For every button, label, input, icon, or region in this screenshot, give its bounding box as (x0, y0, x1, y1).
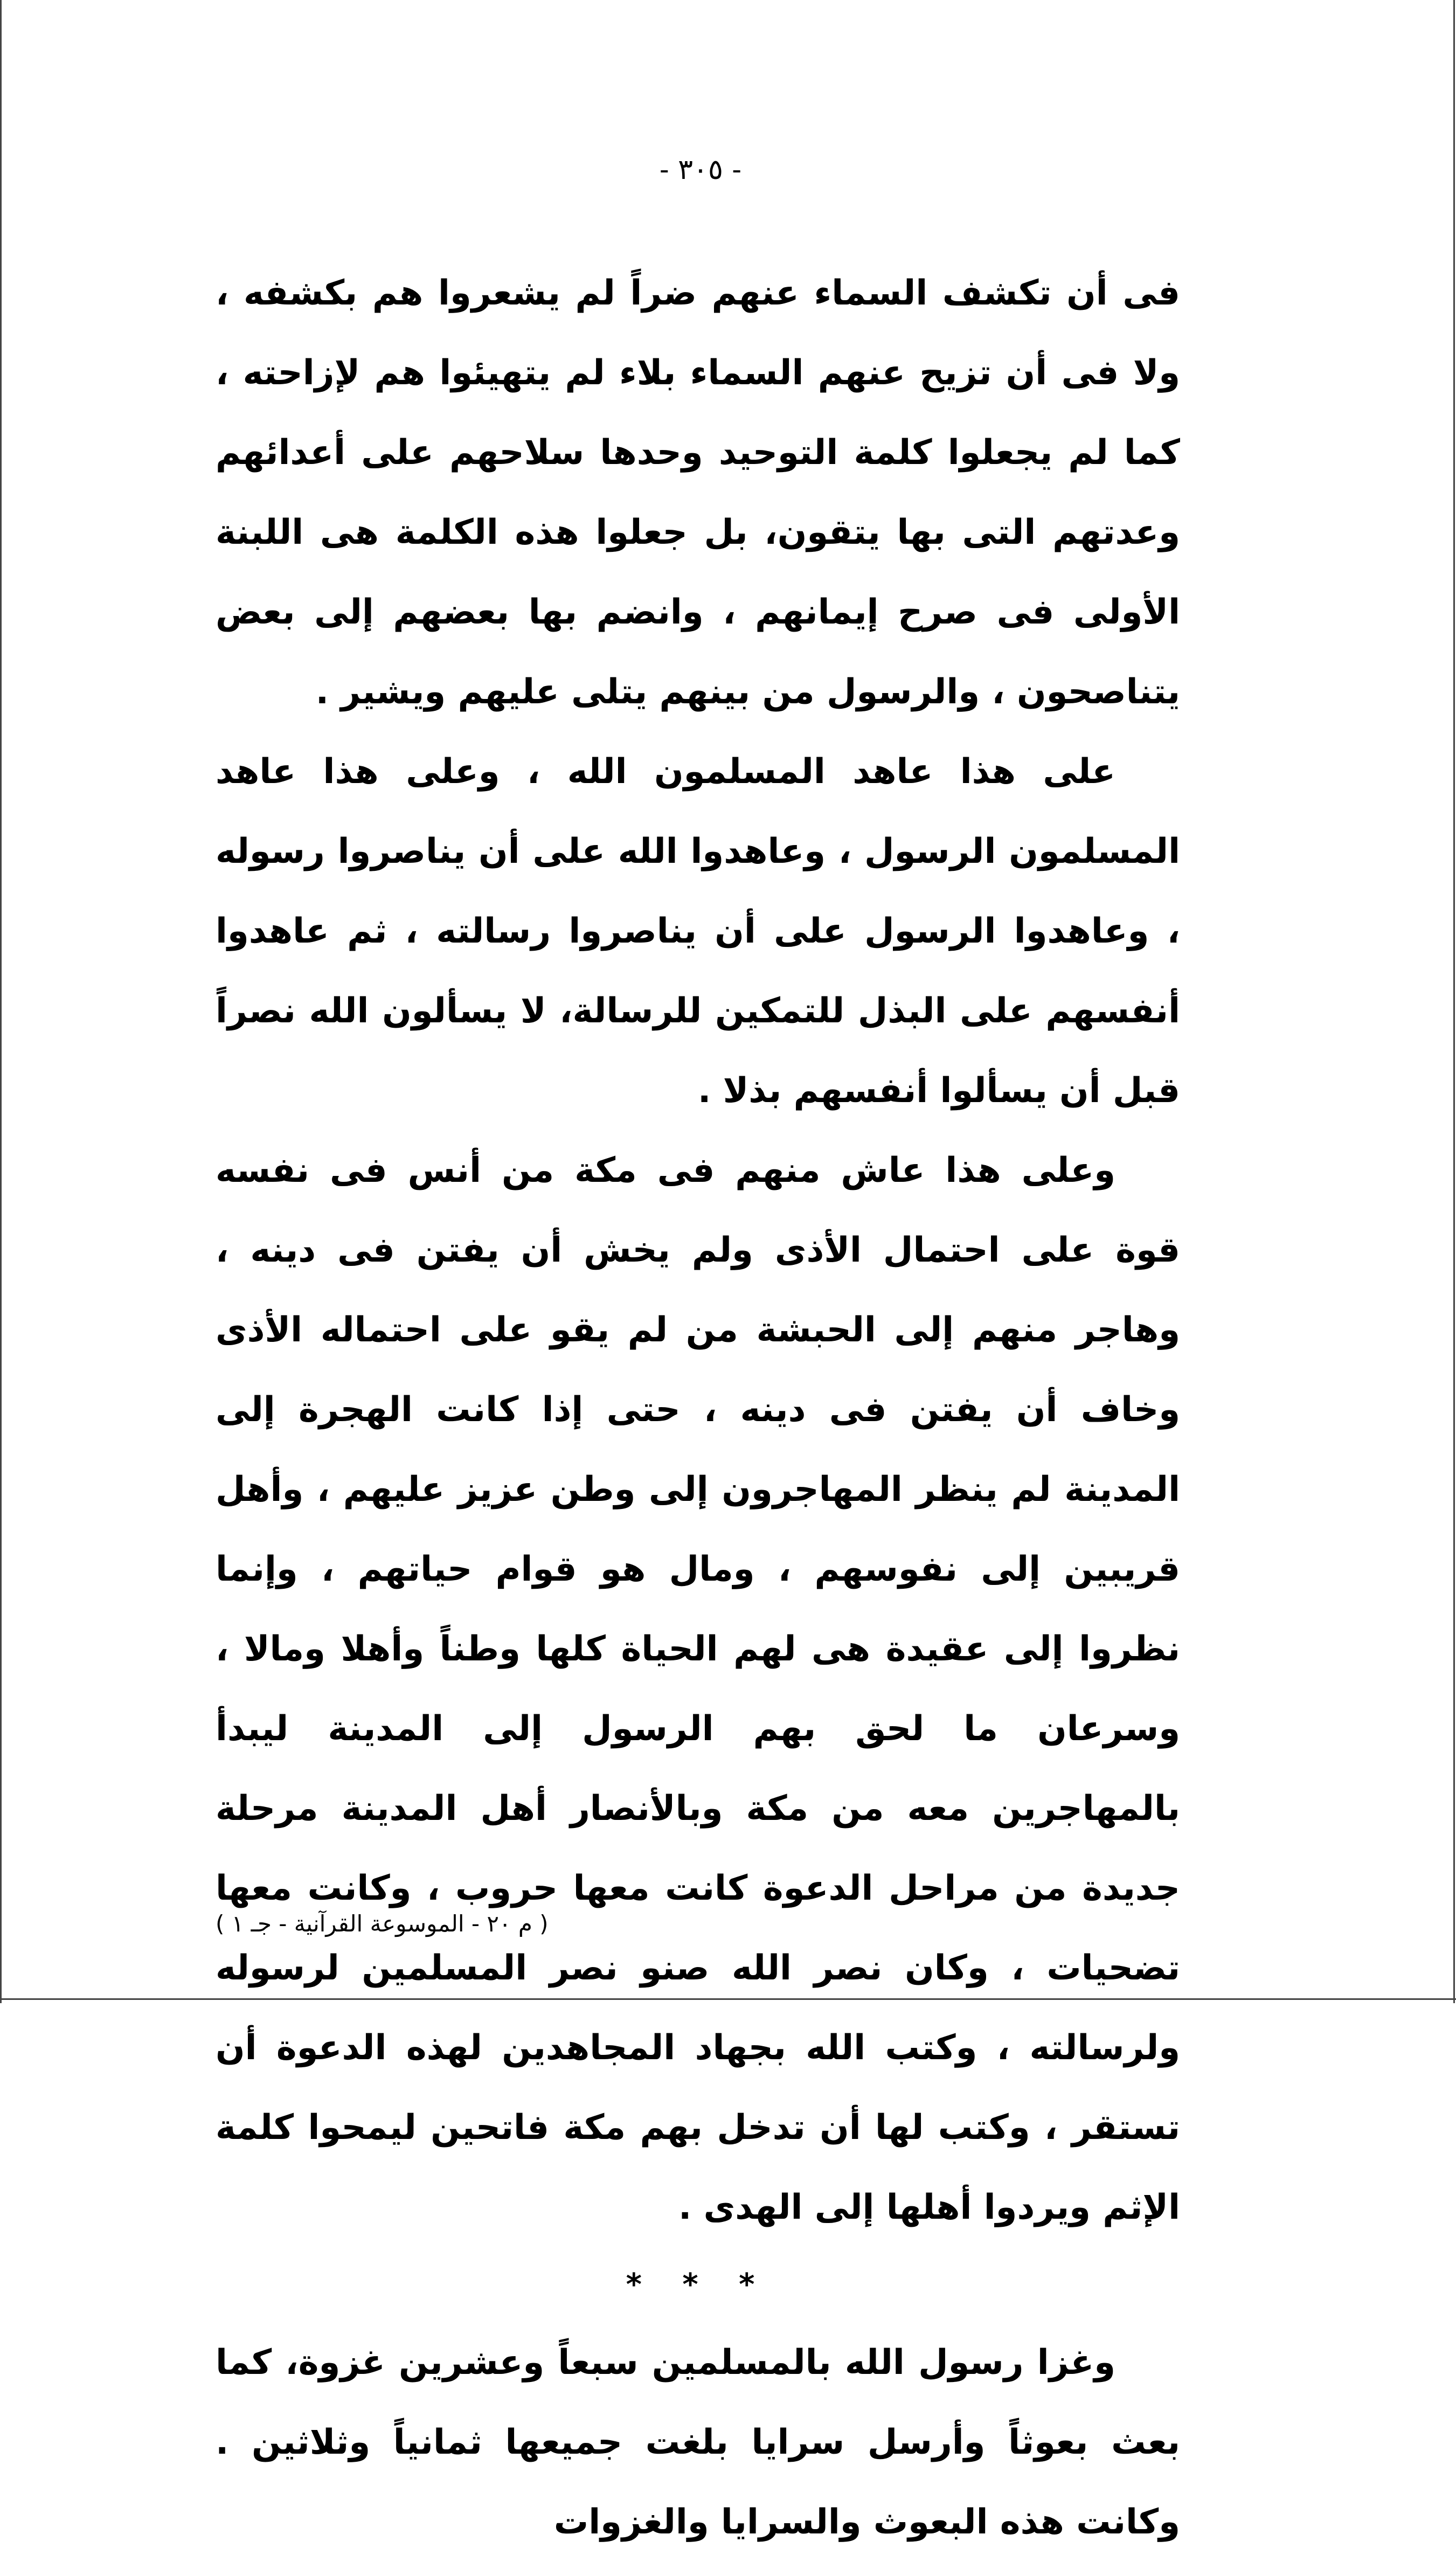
paragraph-4: وغزا رسول الله بالمسلمين سبعاً وعشرين غزوة، كما بعث بعوثاً وأرسل سرايا بلغت جميعها ثمانياً وثلاثين . وكانت هذه البعوث والسرايا والغزوات (216, 2343, 1180, 2542)
scan-border-right (1453, 0, 1455, 2003)
section-separator: * * * (626, 2267, 770, 2302)
scan-border-left (0, 0, 2, 2003)
paragraph-1: فى أن تكشف السماء عنهم ضراً لم يشعروا هم بكشفه ، ولا فى أن تزيح عنهم السماء بلاء لم يتهيئوا هم لإزاحته ، كما لم يجعلوا كلمة التوحيد وحدها سلاحهم على أعدائهم وعدتهم التى بها يتقون، بل جعلوا هذه الكلمة هى اللبنة الأولى فى صرح إيمانهم ، وانضم بها بعضهم إلى بعض يتناصحون ، والرسول من بينهم يتلى عليهم ويشير . (216, 273, 1180, 712)
page-number: - ٣٠٥ - (659, 154, 741, 186)
paragraph-2: على هذا عاهد المسلمون الله ، وعلى هذا عاهد المسلمون الرسول ، وعاهدوا الله على أن يناصروا رسوله ، وعاهدوا الرسول على أن يناصروا رسالته ، ثم عاهدوا أنفسهم على البذل للتمكين للرسالة، لا يسألون الله نصراً قبل أن يسألوا أنفسهم بذلا . (216, 752, 1180, 1111)
page-footer-signature: ( م ٢٠ - الموسوعة القرآنية - جـ ١ ) (216, 1910, 549, 1937)
paragraph-3: وعلى هذا عاش منهم فى مكة من أنس فى نفسه قوة على احتمال الأذى ولم يخش أن يفتن فى دينه ، وهاجر منهم إلى الحبشة من لم يقو على احتماله الأذى وخاف أن يفتن فى دينه ، حتى إذا كانت الهجرة إلى المدينة لم ينظر المهاجرون إلى وطن عزيز عليهم ، وأهل قريبين إلى نفوسهم ، ومال هو قوام حياتهم ، وإنما نظروا إلى عقيدة هى لهم الحياة كلها وطناً وأهلا ومالا ، وسرعان ما لحق بهم الرسول إلى المدينة ليبدأ بالمهاجرين معه من مكة وبالأنصار أهل المدينة مرحلة جديدة من مراحل الدعوة كانت معها حروب ، وكانت معها تضحيات ، وكان نصر الله صنو نصر المسلمين لرسوله ولرسالته ، وكتب الله بجهاد المجاهدين لهذه الدعوة أن تستقر ، وكتب لها أن تدخل بهم مكة فاتحين ليمحوا كلمة الإثم ويردوا أهلها إلى الهدى . (216, 1151, 1180, 2227)
page-body (216, 253, 1180, 2562)
